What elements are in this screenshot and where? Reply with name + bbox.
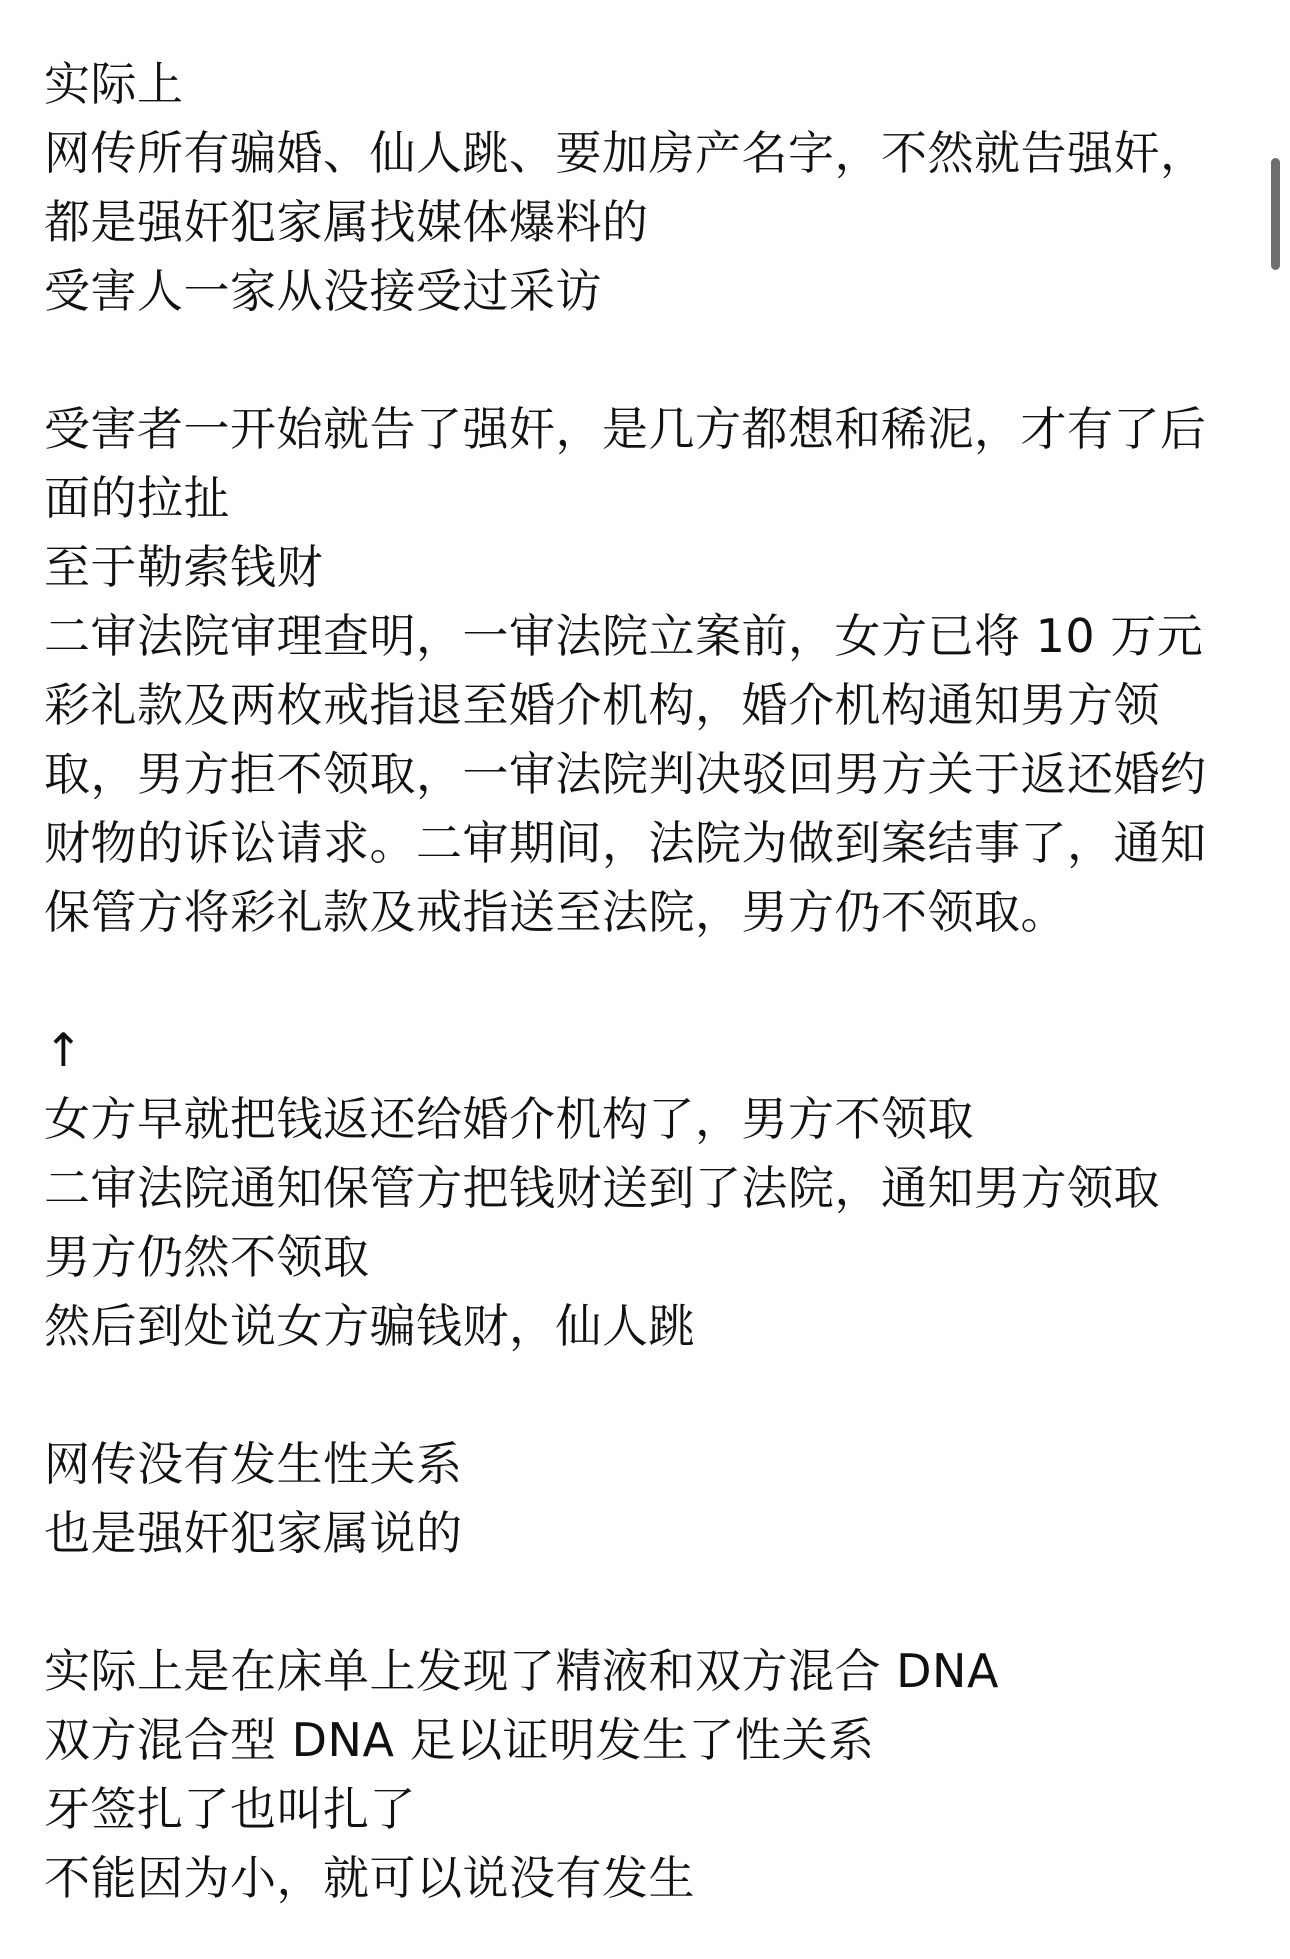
post-line: 实际上 xyxy=(44,57,184,111)
blank-line xyxy=(44,947,1244,1016)
post-line: 面的拉扯 xyxy=(44,471,230,525)
post-line: 保管方将彩礼款及戒指送至法院，男方仍不领取。 xyxy=(44,885,1067,939)
blank-line xyxy=(44,326,1244,395)
post-line: 女方早就把钱返还给婚介机构了，男方不领取 xyxy=(44,1092,974,1146)
post-line: 男方仍然不领取 xyxy=(44,1230,370,1284)
post-line: 财物的诉讼请求。二审期间，法院为做到案结事了，通知 xyxy=(44,816,1207,870)
post-line: 网传没有发生性关系 xyxy=(44,1437,463,1491)
blank-line xyxy=(44,1568,1244,1637)
post-line: 双方混合型 DNA 足以证明发生了性关系 xyxy=(44,1713,875,1767)
scrollbar-thumb[interactable] xyxy=(1271,158,1280,270)
post-line: 实际上是在床单上发现了精液和双方混合 DNA xyxy=(44,1644,999,1698)
post-line: 取，男方拒不领取，一审法院判决驳回男方关于返还婚约 xyxy=(44,747,1207,801)
blank-line xyxy=(44,1361,1244,1430)
post-line: 网传所有骗婚、仙人跳、要加房产名字，不然就告强奸， xyxy=(44,126,1207,180)
post-line: 不能因为小，就可以说没有发生 xyxy=(44,1851,695,1905)
scrollbar[interactable] xyxy=(1272,0,1286,1959)
up-arrow-icon: ↑ xyxy=(44,1023,84,1077)
post-line: 二审法院审理查明，一审法院立案前，女方已将 10 万元 xyxy=(44,609,1204,663)
post-line: 彩礼款及两枚戒指退至婚介机构，婚介机构通知男方领 xyxy=(44,678,1160,732)
post-line: 然后到处说女方骗钱财，仙人跳 xyxy=(44,1299,695,1353)
post-line: 受害人一家从没接受过采访 xyxy=(44,264,602,318)
post-body xyxy=(44,50,1244,1913)
post-line: 二审法院通知保管方把钱财送到了法院，通知男方领取 xyxy=(44,1161,1160,1215)
post-line: 也是强奸犯家属说的 xyxy=(44,1506,463,1560)
post-line: 都是强奸犯家属找媒体爆料的 xyxy=(44,195,649,249)
post-line: 至于勒索钱财 xyxy=(44,540,323,594)
post-line: 牙签扎了也叫扎了 xyxy=(44,1782,416,1836)
post-line: 受害者一开始就告了强奸，是几方都想和稀泥，才有了后 xyxy=(44,402,1207,456)
